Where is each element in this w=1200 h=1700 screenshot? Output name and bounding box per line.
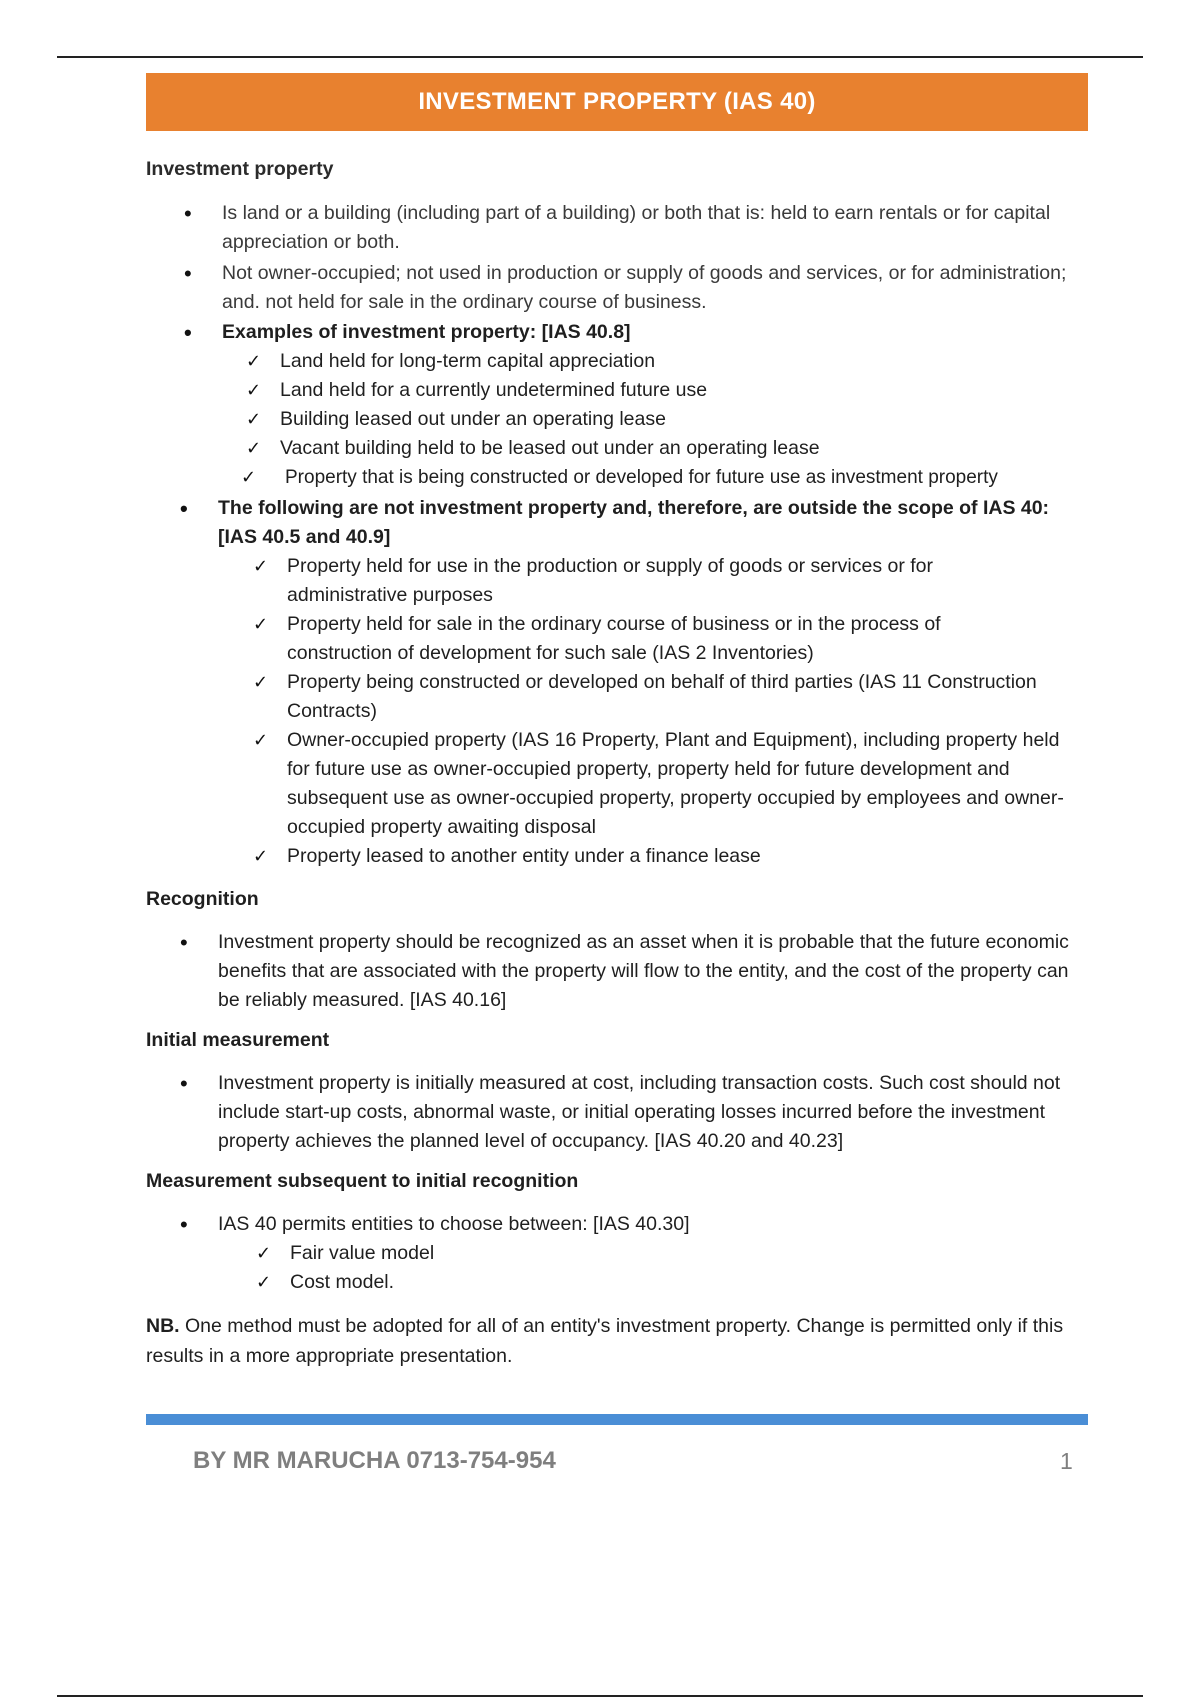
list-item: • Is land or a building (including part of a building) or both that is: held to earn rentals or for capital appreciation or both. bbox=[222, 199, 1086, 257]
list-item: • Examples of investment property: [IAS 40.8] ✓ Land held for long-term capital appreciation ✓ Land held for a currently undetermined future use ✓ Building leased out under an operating lease ✓ Vacant building held to be leased out under an operating lease ✓ Property that is being constructed or developed for future use as investment property bbox=[222, 318, 1086, 492]
page-title-bar bbox=[146, 73, 1088, 131]
list-item: ✓ Owner-occupied property (IAS 16 Property, Plant and Equipment), including property held for future use as owner-occupied property, property held for future development and subsequent use as owner-occupied property, property occupied by employees and owner-occupied property awaiting disposal bbox=[287, 726, 1087, 842]
not-investment-property-list bbox=[218, 494, 1086, 871]
checkmark-icon: ✓ bbox=[246, 351, 262, 371]
not-examples-list bbox=[253, 552, 1087, 871]
list-item: ✓ Land held for a currently undetermined future use bbox=[280, 376, 1086, 405]
checkmark-icon: ✓ bbox=[253, 672, 269, 692]
list-item: • Investment property is initially measured at cost, including transaction costs. Such cost should not include start-up costs, abnormal waste, or initial operating losses incurred before the investment property achieves the planned level of occupancy. [IAS 40.20 and 40.23] bbox=[218, 1069, 1086, 1156]
list-item: • Investment property should be recognized as an asset when it is probable that the future economic benefits that are associated with the property will flow to the entity, and the cost of the property can be reliably measured. [IAS 40.16] bbox=[218, 928, 1086, 1015]
checkmark-icon: ✓ bbox=[253, 614, 269, 634]
subsequent-measurement-list bbox=[218, 1210, 1086, 1297]
checkmark-icon: ✓ bbox=[241, 467, 257, 487]
investment-property-list bbox=[222, 199, 1086, 492]
checkmark-icon: ✓ bbox=[246, 438, 262, 458]
top-rule bbox=[57, 56, 1143, 58]
list-item: ✓ Fair value model bbox=[290, 1239, 1086, 1268]
list-item: ✓ Building leased out under an operating lease bbox=[280, 405, 1086, 434]
checkmark-icon: ✓ bbox=[246, 409, 262, 429]
note-text: One method must be adopted for all of an entity's investment property. Change is permitted only if this results in a more appropriate presentation. bbox=[146, 1315, 1064, 1367]
bottom-rule bbox=[57, 1695, 1143, 1697]
note-label: NB. bbox=[146, 1315, 180, 1337]
list-item: • The following are not investment property and, therefore, are outside the scope of IAS 40: [IAS 40.5 and 40.9] ✓ Property held for use in the production or supply of goods or services or for administrative purposes ✓ Property held for sale in the ordinary course of business or in the process of construction of development for such sale (IAS 2 Inventories) ✓ Property being constructed or developed on behalf of third parties (IAS 11 Construction Contracts) ✓ Owner-occupied property (IAS 16 Property, Plant and Equipment), including property held for future use as owner-occupied property, property held for future development and subsequent use as owner-occupied property, property occupied by employees and owner-occupied property awaiting disposal ✓ Property leased to another entity under a finance lease bbox=[218, 494, 1078, 871]
checkmark-icon: ✓ bbox=[253, 846, 269, 866]
list-item: ✓ Property that is being constructed or developed for future use as investment property bbox=[280, 463, 1086, 492]
section-heading-investment-property: Investment property bbox=[146, 158, 334, 180]
recognition-list bbox=[218, 928, 1086, 1015]
section-heading-initial-measurement: Initial measurement bbox=[146, 1029, 330, 1051]
checkmark-icon: ✓ bbox=[256, 1272, 272, 1292]
section-heading-recognition: Recognition bbox=[146, 888, 259, 910]
list-item: • IAS 40 permits entities to choose between: [IAS 40.30] ✓ Fair value model ✓ Cost model. bbox=[218, 1210, 1086, 1297]
checkmark-icon: ✓ bbox=[246, 380, 262, 400]
models-list bbox=[256, 1239, 1086, 1297]
footer-bar bbox=[146, 1414, 1088, 1425]
checkmark-icon: ✓ bbox=[253, 556, 269, 576]
examples-list bbox=[241, 347, 1086, 492]
list-item: ✓ Property held for sale in the ordinary course of business or in the process of construction of development for such sale (IAS 2 Inventories) bbox=[287, 610, 987, 668]
note-paragraph bbox=[146, 1311, 1086, 1371]
section-heading-subsequent-measurement: Measurement subsequent to initial recognition bbox=[146, 1170, 579, 1192]
list-item: ✓ Property leased to another entity under a finance lease bbox=[287, 842, 1087, 871]
page-number: 1 bbox=[1060, 1448, 1073, 1474]
checkmark-icon: ✓ bbox=[253, 730, 269, 750]
page-title: INVESTMENT PROPERTY (IAS 40) bbox=[418, 88, 816, 115]
list-item: ✓ Property being constructed or developed on behalf of third parties (IAS 11 Construction Contracts) bbox=[287, 668, 1087, 726]
checkmark-icon: ✓ bbox=[256, 1243, 272, 1263]
list-item: ✓ Cost model. bbox=[290, 1268, 1086, 1297]
list-item: ✓ Vacant building held to be leased out under an operating lease bbox=[280, 434, 1086, 463]
list-item: ✓ Land held for long-term capital appreciation bbox=[280, 347, 1086, 376]
footer-author: BY MR MARUCHA 0713-754-954 bbox=[193, 1447, 556, 1474]
list-item: ✓ Property held for use in the production or supply of goods or services or for administrative purposes bbox=[287, 552, 977, 610]
list-item: • Not owner-occupied; not used in production or supply of goods and services, or for administration; and. not held for sale in the ordinary course of business. bbox=[222, 259, 1086, 317]
document-body bbox=[146, 158, 1086, 1371]
initial-measurement-list bbox=[218, 1069, 1086, 1156]
